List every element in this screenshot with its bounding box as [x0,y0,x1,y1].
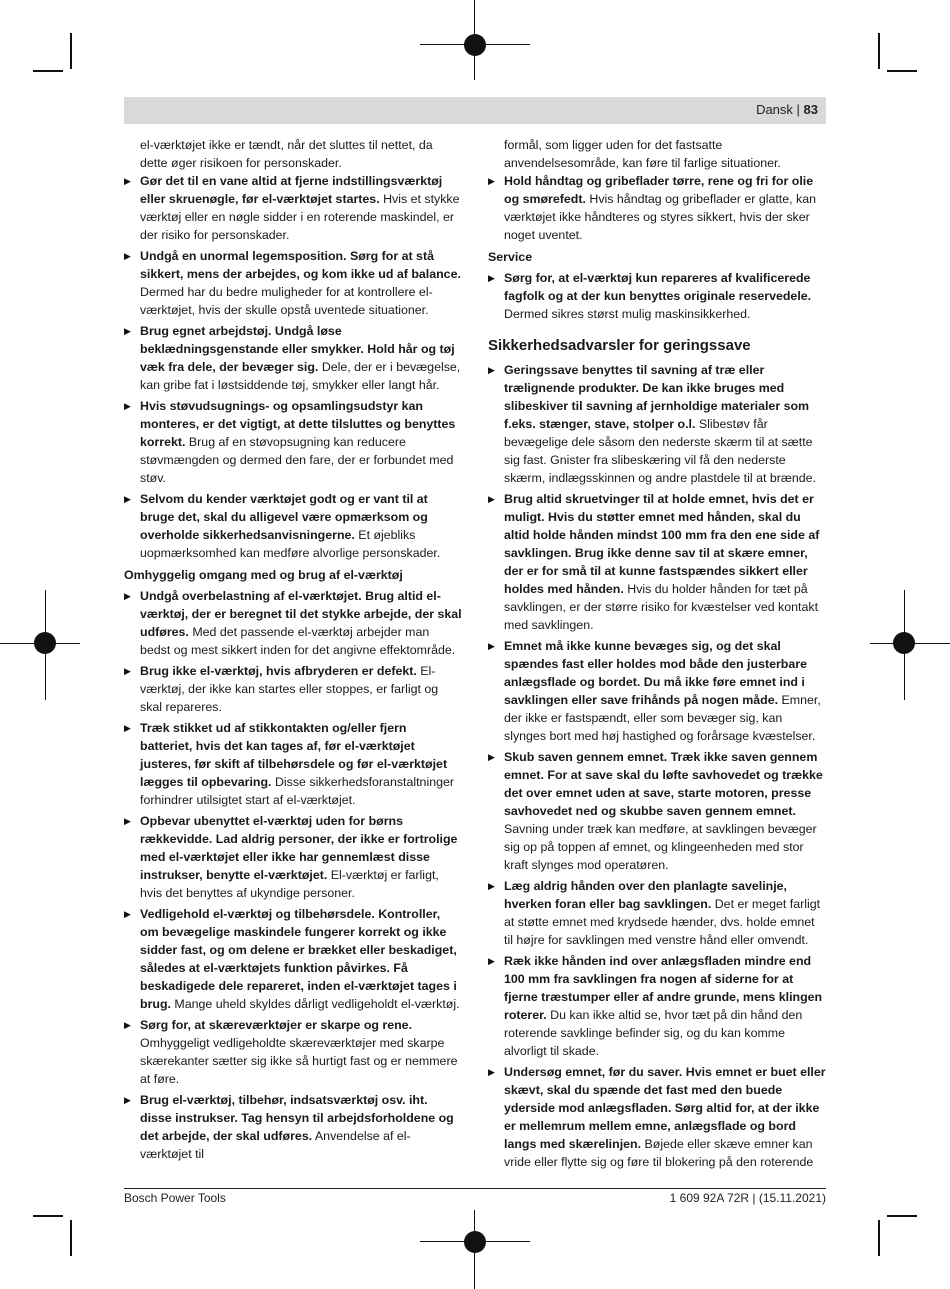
list-item [488,490,826,634]
list-item [124,490,462,562]
list-item [124,247,462,319]
footer-brand: Bosch Power Tools [124,1191,226,1205]
list-item [124,662,462,716]
bullet-bold: Hold håndtag og gribeflader tørre, rene og fri for olie og smørefedt. [504,174,814,206]
left-intro: el-værktøjet ikke er tændt, når det sluttes til nettet, da dette øger risikoen for personskader. [140,138,433,170]
service-heading: Service [488,250,533,264]
crop-mark-top-right-vertical [878,33,880,69]
bullet-bold: Emnet må ikke kunne bevæges sig, og det skal spændes fast eller holdes mod både den justerbare anlægsflade og bordet. Du må ikke føre emnet ind i savklingen eller save frihånds på nogen måde. [504,639,807,707]
bullet-text: Bøjede eller skæve emner kan vride eller flytte sig og føre til blokering på den roterende [504,1137,814,1169]
section-heading: Sikkerhedsadvarsler for geringssave [488,337,751,354]
list-item [488,637,826,745]
bullet-bold: Sørg for, at el-værktøj kun repareres af kvalificerede fagfolk og at der kun benyttes originale reservedele. [504,271,812,303]
list-item [488,1063,826,1171]
list-item [124,172,462,244]
bullet-text: Du kan ikke altid se, hvor tæt på din hånd den roterende savklinge befinder sig, og du kan komme alvorligt til skade. [504,1008,803,1058]
bullet-bold: Gør det til en vane altid at fjerne indstillingsværktøj eller skruenøgle, før el-værktøjet startes. [140,174,443,206]
registration-mark-right [893,632,915,654]
bullet-text: Det er meget farligt at støtte emnet med krydsede hænder, dvs. holde emnet til højre for savklingen med venstre hånd eller omvendt. [504,897,821,947]
crop-mark-bottom-right-vertical [878,1220,880,1256]
subheading: Omhyggelig omgang med og brug af el-værktøj [124,568,403,582]
bullet-text: El-værktøj, der ikke kan startes eller stoppes, er farligt og skal repareres. [140,664,439,714]
bullet-text: El-værktøj er farligt, hvis det benyttes af ukyndige personer. [140,868,439,900]
crop-mark-top-right-horizontal [887,70,917,72]
header-language: Dansk [756,102,793,117]
page-number: 83 [803,102,818,117]
page-header-bar [124,97,826,124]
crop-mark-bottom-left-vertical [70,1220,72,1256]
list-item [488,952,826,1060]
bullet-bold: Undersøg emnet, før du saver. Hvis emnet er buet eller skævt, skal du spænde det fast med den buede yderside mod anlægsfladen. Sørg altid for, at der ikke er mellemrum mellem emne, anlægsflade og bord langs med skærelinjen. [504,1065,826,1151]
bullet-text: Hvis du holder hånden for tæt på savklingen, er der større risiko for kvæstelser ved kontakt med savklingen. [504,582,819,632]
bullet-bold: Træk stikket ud af stikkontakten og/eller fjern batteriet, hvis det kan tages af, før el-værktøjet justeres, før skift af tilbehørsdele og før el-værktøjet lægges til opbevaring. [140,721,448,789]
bullet-bold: Skub saven gennem emnet. Træk ikke saven gennem emnet. For at save skal du løfte savhovedet og trække det over emnet uden at save, starte motoren, presse savhovedet ned og skubbe saven gennem emnet. [504,750,823,818]
bullet-bold: Hvis støvudsugnings- og opsamlingsudstyr kan monteres, er det vigtigt, at dette tilsluttes og benyttes korrekt. [140,399,456,449]
list-item [124,719,462,809]
crop-mark-bottom-left-horizontal [33,1215,63,1217]
bullet-bold: Læg aldrig hånden over den planlagte savelinje, hverken foran eller bag savklingen. [504,879,787,911]
bullet-text: Med det passende el-værktøj arbejder man bedst og mest sikkert inden for det angivne effektområde. [140,625,456,657]
bullet-text: Brug af en støvopsugning kan reducere støvmængden og dermed den fare, der er forbundet med støv. [140,435,454,485]
bullet-bold: Brug ikke el-værktøj, hvis afbryderen er defekt. [140,664,417,678]
list-item [488,361,826,487]
footer-divider [124,1188,826,1189]
bullet-text: Dermed sikres størst mulig maskinsikkerhed. [504,307,751,321]
right-intro: formål, som ligger uden for det fastsatte anvendelsesområde, kan føre til farlige situationer. [504,138,781,170]
list-item [124,1016,462,1088]
bullet-text: Omhyggeligt vedligeholdte skæreværktøjer med skarpe skærekanter sætter sig ikke så hurtigt fast og er nemmere at føre. [140,1036,458,1086]
bullet-text: Emner, der ikke er fastspændt, eller som bevæger sig, kan slynges bort med høj hastighed og forårsage kvæstelser. [504,693,821,743]
list-item [488,269,826,323]
bullet-bold: Vedligehold el-værktøj og tilbehørsdele. Kontroller, om bevægelige maskindele fungerer korrekt og ikke sidder fast, og om delene er brækket eller beskadiget, således at el-værktøjets funktion påvirkes. Få beskadigede dele repareret, inden el-værktøjet tages i brug. [140,907,457,1011]
bullet-bold: Brug el-værktøj, tilbehør, indsatsværktøj osv. iht. disse instrukser. Tag hensyn til arbejdsforholdene og det arbejde, der skal udføres. [140,1093,454,1143]
bullet-text: Et øjebliks uopmærksomhed kan medføre alvorlige personskader. [140,528,441,560]
list-item [124,397,462,487]
bullet-text: Mange uheld skyldes dårligt vedligeholdt el-værktøj. [170,997,460,1011]
crop-mark-top-left-vertical [70,33,72,69]
bullet-text: Dermed har du bedre muligheder for at kontrollere el-værktøjet, hvis der skulle opstå uventede situationer. [140,285,433,317]
page-header: Dansk | 83 [756,102,818,117]
bullet-bold: Geringssave benyttes til savning af træ eller trælignende produkter. De kan ikke bruges med slibeskiver til savning af jernholdige materialer som f.eks. stænger, stave, stolper o.l. [504,363,810,431]
bullet-bold: Sørg for, at skæreværktøjer er skarpe og rene. [140,1018,413,1032]
registration-mark-top [464,34,486,56]
bullet-bold: Selvom du kender værktøjet godt og er vant til at bruge det, skal du alligevel være opmærksom og overholde sikkerhedsanvisningerne. [140,492,428,542]
bullet-text: Hvis håndtag og gribeflader er glatte, kan værktøjet ikke håndteres og styres sikkert, hvis der sker noget uventet. [504,192,816,242]
bullet-text: Disse sikkerhedsforanstaltninger forhindrer utilsigtet start af el-værktøjet. [140,775,455,807]
bullet-bold: Brug egnet arbejdstøj. Undgå løse beklædningsgenstande eller smykker. Hold hår og tøj væk fra dele, der bevæger sig. [140,324,455,374]
bullet-text: Savning under træk kan medføre, at savklingen bevæger sig op på toppen af emnet, og klingeenheden med stor kraft slynges mod operatøren. [504,822,817,872]
bullet-text: Dele, der er i bevægelse, kan gribe fat i løstsiddende tøj, smykker eller langt hår. [140,360,461,392]
list-item [488,877,826,949]
list-item [124,905,462,1013]
list-item [124,587,462,659]
list-item [488,748,826,874]
left-column [124,136,462,1166]
bullet-bold: Brug altid skruetvinger til at holde emnet, hvis det er muligt. Hvis du støtter emnet med hånden, skal du altid holde hånden mindst 100 mm fra den ene side af savklingen. Brug ikke denne sav til at skære emner, der er for små til at kunne fastspændes sikkert eller holdes med hånden. [504,492,820,596]
list-item [124,1091,462,1163]
crop-mark-bottom-right-horizontal [887,1215,917,1217]
footer-doc-id: 1 609 92A 72R | (15.11.2021) [669,1191,826,1205]
list-item [124,322,462,394]
bullet-text: Hvis et stykke værktøj eller en nøgle sidder i en roterende maskindel, er der risiko for personskader. [140,192,460,242]
bullet-bold: Ræk ikke hånden ind over anlægsfladen mindre end 100 mm fra savklingen fra nogen af siderne for at fjerne træstumper eller af andre grunde, mens klingen roterer. [504,954,823,1022]
bullet-bold: Undgå en unormal legemsposition. Sørg for at stå sikkert, mens der arbejdes, og kom ikke ud af balance. [140,249,461,281]
registration-mark-bottom [464,1231,486,1253]
crop-mark-top-left-horizontal [33,70,63,72]
registration-mark-left [34,632,56,654]
list-item [124,812,462,902]
bullet-text: Slibestøv får bevægelige dele såsom den nederste skærm til at sætte sig fast. Gnister fra slibeskæring vil få den nederste skærm, indlægsskinnen og andre plastdele til at brænde. [504,417,816,485]
bullet-bold: Undgå overbelastning af el-værktøjet. Brug altid el-værktøj, der er beregnet til det stykke arbejde, der skal udføres. [140,589,462,639]
list-item [488,172,826,244]
right-column [488,136,826,1174]
bullet-text: Anvendelse af el-værktøjet til [140,1129,411,1161]
bullet-bold: Opbevar ubenyttet el-værktøj uden for børns rækkevidde. Lad aldrig personer, der ikke er fortrolige med el-værktøjet eller ikke har gennemlæst disse instrukser, benytte el-værktøjet. [140,814,458,882]
